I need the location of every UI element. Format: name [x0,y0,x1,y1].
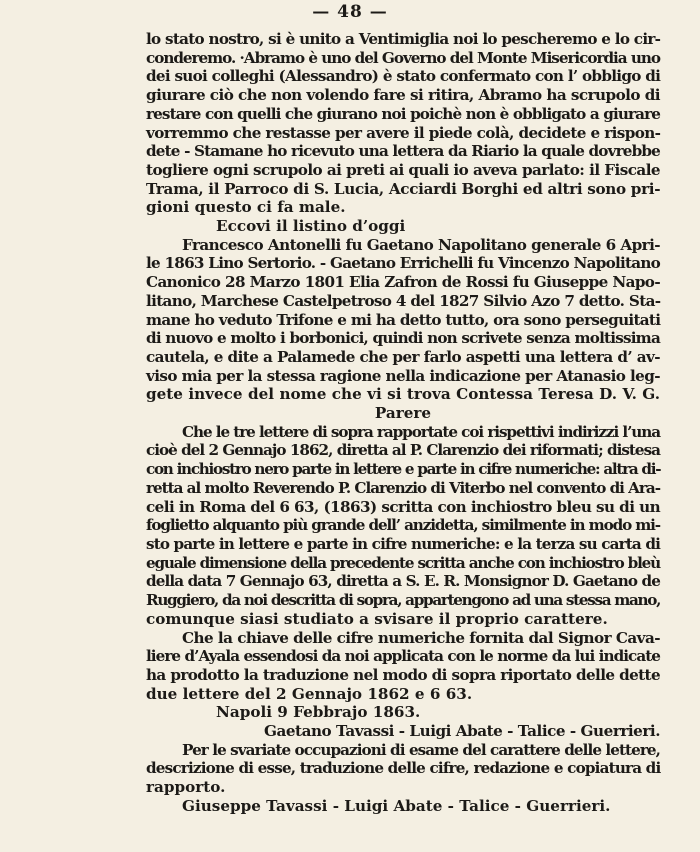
text-line: giurare ciò che non volendo fare si ritira, Abramo ha scrupolo di [146,86,660,105]
text-line: retta al molto Reverendo P. Clarenzio di Viterbo nel convento di Ara- [146,478,660,497]
text-line: dei suoi colleghi (Alessandro) è stato confermato con l’ obbligo di [146,67,661,86]
text-line: Napoli 9 Febbrajo 1863. [216,703,421,722]
text-line: ha prodotto la traduzione nel modo di sopra riportato delle dette [146,665,660,684]
text-line: foglietto alquanto più grande dell’ anzidetta, similmente in modo mi- [146,516,660,535]
text-line: Per le svariate occupazioni di esame del carattere delle lettere, [182,740,660,759]
text-line: liere d’Ayala essendosi da noi applicata con le norme da lui indicate [146,647,660,666]
text-line: rapporto. [146,778,226,797]
text-line: celi in Roma del 6 63, (1863) scritta con inchiostro bleu su di un [146,497,661,516]
text-line: descrizione di esse, traduzione delle cifre, redazione e copiatura di [146,759,661,778]
text-line: con inchiostro nero parte in lettere e parte in cifre numeriche: altra di- [146,460,661,479]
text-line: le 1863 Lino Sertorio. - Gaetano Errichelli fu Vincenzo Napolitano [146,254,660,273]
text-line: Gaetano Tavassi - Luigi Abate - Talice - Guerrieri. [264,722,661,741]
text-line: gete invece del nome che vi si trova Contessa Teresa D. V. G. [146,385,660,404]
text-line: dete - Stamane ho ricevuto una lettera da Riario la quale dovrebbe [146,142,660,161]
text-line: due lettere del 2 Gennajo 1862 e 6 63. [146,684,473,703]
text-line: eguale dimensione della precedente scritta anche con inchiostro bleù [146,553,660,572]
text-line: Ruggiero, da noi descritta di sopra, appartengono ad una stessa mano, [146,591,661,610]
text-line: Parere [374,404,432,423]
text-line: Trama, il Parroco di S. Lucia, Acciardi Borghi ed altri sono pri- [146,179,661,198]
text-line: togliere ogni scrupolo ai preti ai quali io aveva parlato: il Fiscale [146,160,661,179]
page-number: — 48 — [312,2,388,22]
text-line: cioè del 2 Gennajo 1862, diretta al P. Clarenzio dei riformati; distesa [146,441,660,460]
body-text [146,30,660,816]
text-line: comunque siasi studiato a svisare il proprio carattere. [146,609,608,628]
text-line: della data 7 Gennajo 63, diretta a S. E. R. Monsignor D. Gaetano de [146,572,660,591]
text-line: Canonico 28 Marzo 1801 Elia Zafron de Rossi fu Giuseppe Napo- [146,273,660,292]
text-line: litano, Marchese Castelpetroso 4 del 1827 Silvio Azo 7 detto. Sta- [146,291,661,310]
text-line: Che la chiave delle cifre numeriche fornita dal Signor Cava- [182,628,660,647]
text-line: cautela, e dite a Palamede che per farlo aspetti una lettera d’ av- [146,347,660,366]
text-line: di nuovo e molto i borbonici, quindi non scrivete senza moltissima [146,329,660,348]
text-line: gioni questo ci fa male. [146,198,346,217]
text-line: Eccovi il listino d’oggi [216,217,406,236]
text-line: Francesco Antonelli fu Gaetano Napolitano generale 6 Apri- [182,235,660,254]
text-line: mane ho veduto Trifone e mi ha detto tutto, ora sono perseguitati [146,310,661,329]
text-line: conderemo. ·Abramo è uno del Governo del Monte Misericordia uno [146,48,660,67]
text-line: Giuseppe Tavassi - Luigi Abate - Talice - Guerrieri. [182,796,611,815]
text-line: sto parte in lettere e parte in cifre numeriche: e la terza su carta di [146,534,660,553]
text-line: Che le tre lettere di sopra rapportate coi rispettivi indirizzi l’una [182,422,660,441]
text-line: restare con quelli che giurano noi poichè non è obbligato a giurare [146,104,660,123]
text-line: viso mia per la stessa ragione nella indicazione per Atanasio leg- [146,366,660,385]
text-line: vorremmo che restasse per avere il piede colà, decidete e rispon- [146,123,661,142]
text-line: lo stato nostro, si è unito a Ventimiglia noi lo pescheremo e lo cir- [146,30,661,48]
